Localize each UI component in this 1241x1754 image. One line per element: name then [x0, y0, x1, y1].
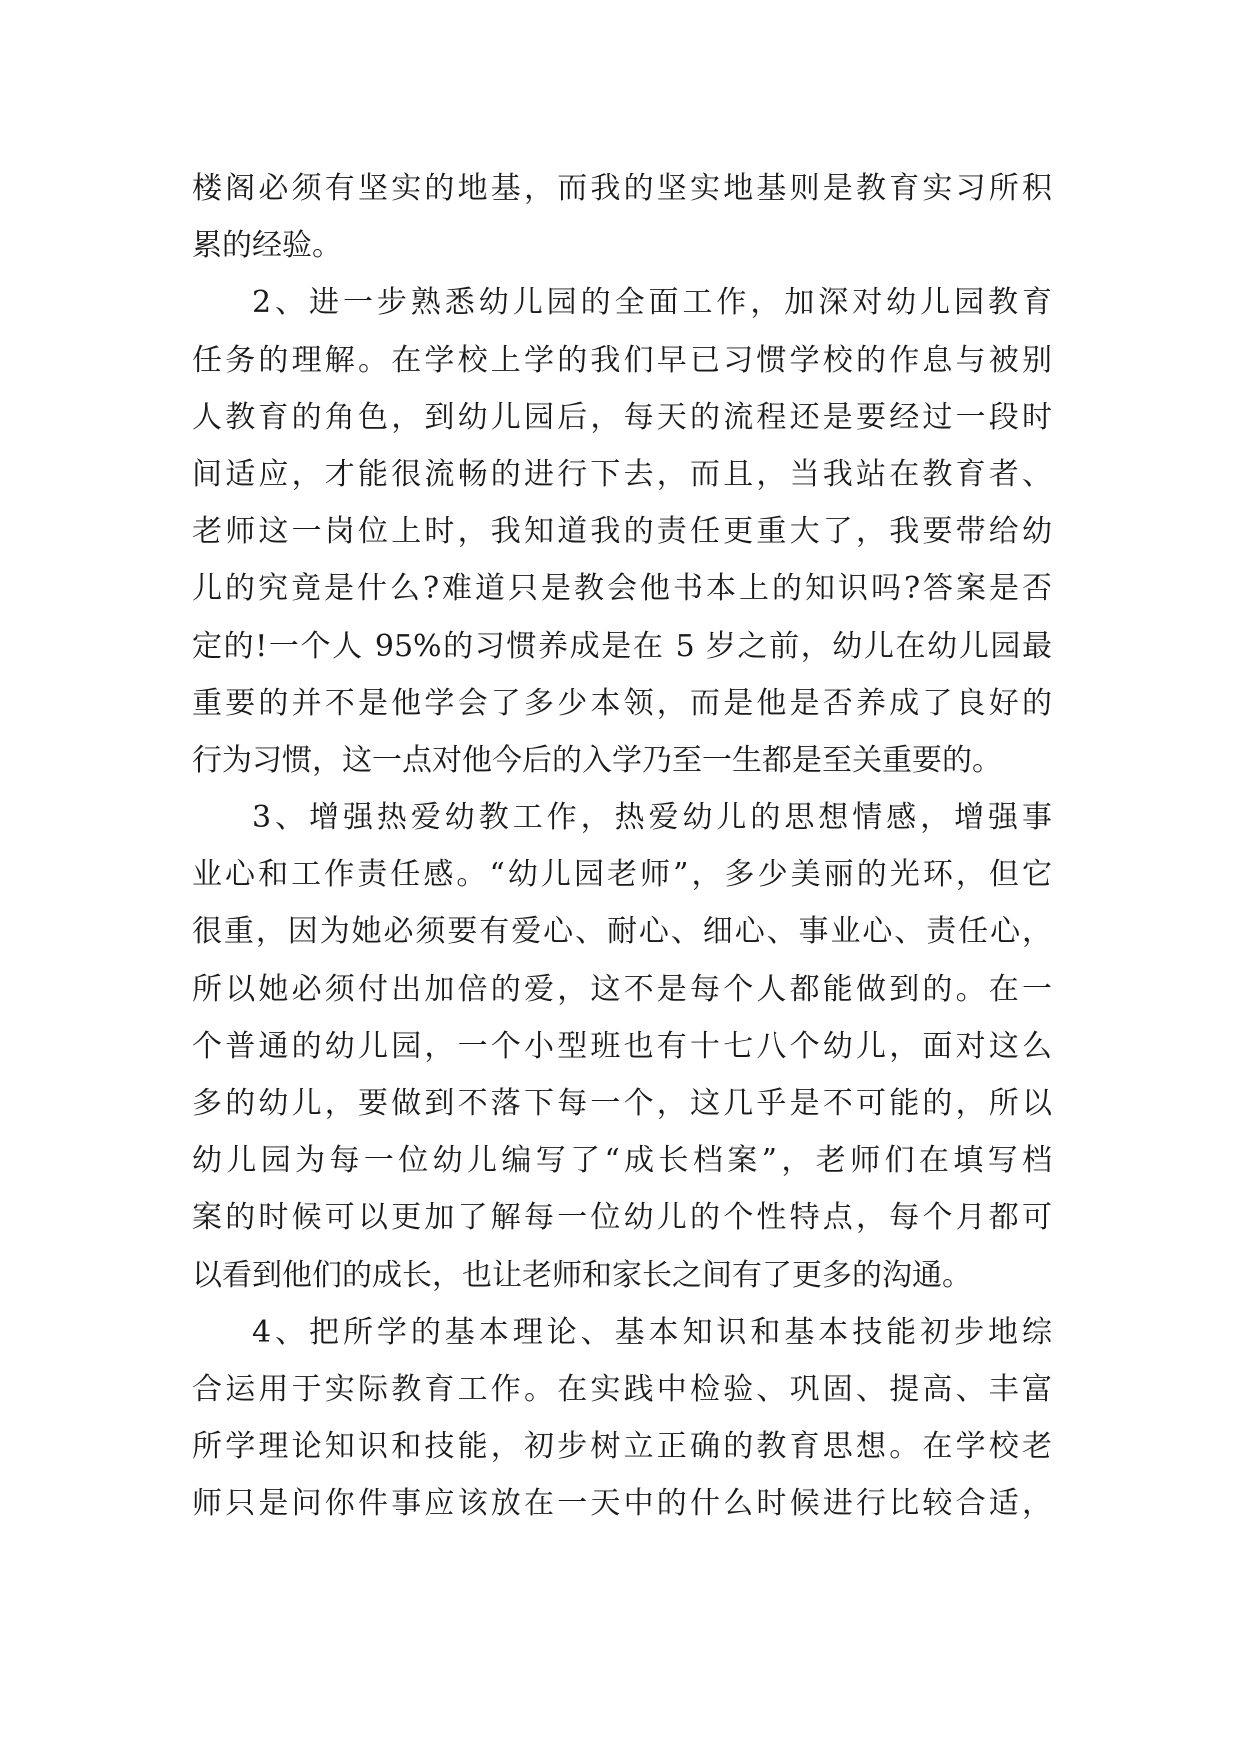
paragraph-start-line: 4、把所学的基本理论、基本知识和基本技能初步地综	[252, 1314, 1052, 1350]
text-line: 行为习惯，这一点对他今后的入学乃至一生都是至关重要的。	[192, 742, 1002, 778]
text-line: 个普通的幼儿园，一个小型班也有十七八个幼儿，面对这么	[192, 1028, 1052, 1064]
text-line: 所学理论知识和技能，初步树立正确的教育思想。在学校老	[192, 1429, 1052, 1465]
text-line: 人教育的角色，到幼儿园后，每天的流程还是要经过一段时	[192, 399, 1052, 435]
body-text	[192, 160, 1052, 1533]
text-line: 间适应，才能很流畅的进行下去，而且，当我站在教育者、	[192, 456, 1052, 492]
text-line: 累的经验。	[192, 228, 342, 264]
paragraph-start-line: 3、增强热爱幼教工作，热爱幼儿的思想情感，增强事	[252, 800, 1052, 836]
text-line: 定的!一个人 95%的习惯养成是在 5 岁之前，幼儿在幼儿园最	[192, 628, 1052, 664]
text-line: 案的时候可以更加了解每一位幼儿的个性特点，每个月都可	[192, 1200, 1052, 1236]
text-line: 任务的理解。在学校上学的我们早已习惯学校的作息与被别	[192, 342, 1052, 378]
text-line: 很重，因为她必须要有爱心、耐心、细心、事业心、责任心，	[192, 914, 1052, 950]
text-line: 以看到他们的成长，也让老师和家长之间有了更多的沟通。	[192, 1257, 972, 1293]
text-line: 所以她必须付出加倍的爱，这不是每个人都能做到的。在一	[192, 971, 1052, 1007]
text-line: 重要的并不是他学会了多少本领，而是他是否养成了良好的	[192, 685, 1052, 721]
text-line: 多的幼儿，要做到不落下每一个，这几乎是不可能的，所以	[192, 1086, 1052, 1121]
text-line: 老师这一岗位上时，我知道我的责任更重大了，我要带给幼	[192, 514, 1052, 550]
text-line: 师只是问你件事应该放在一天中的什么时候进行比较合适，	[192, 1486, 1052, 1522]
text-line: 楼阁必须有坚实的地基，而我的坚实地基则是教育实习所积	[192, 171, 1052, 206]
text-line: 合运用于实际教育工作。在实践中检验、巩固、提高、丰富	[192, 1371, 1052, 1407]
text-line: 幼儿园为每一位幼儿编写了“成长档案”，老师们在填写档	[192, 1143, 1052, 1179]
text-line: 儿的究竟是什么?难道只是教会他书本上的知识吗?答案是否	[192, 571, 1052, 607]
text-line: 业心和工作责任感。“幼儿园老师”，多少美丽的光环，但它	[192, 857, 1052, 893]
paragraph-start-line: 2、进一步熟悉幼儿园的全面工作，加深对幼儿园教育	[252, 285, 1052, 321]
